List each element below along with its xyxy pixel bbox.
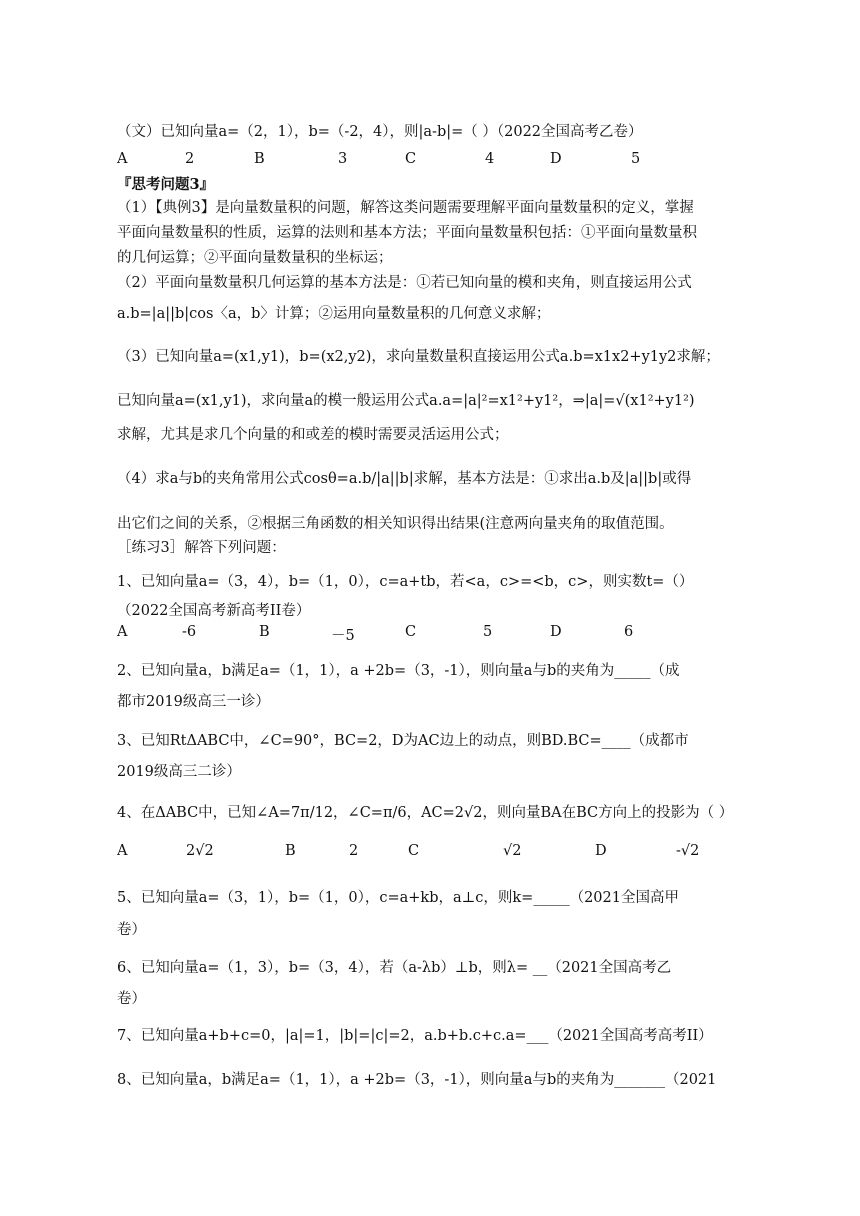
- paragraph-4b: 出它们之间的关系，②根据三角函数的相关知识得出结果(注意两向量夹角的取值范围。: [117, 516, 674, 532]
- paragraph-3: （3）已知向量a=(x1,y1)，b=(x2,y2)，求向量数量积直接运用公式a.b=x1x2+y1y2求解；: [117, 349, 720, 365]
- option-label: B: [259, 624, 270, 640]
- question-8: 8、已知向量a，b满足a=（1，1），a +2b=（3，-1），则向量a与b的夹角为_______（2021: [117, 1072, 717, 1088]
- option-label: D: [595, 843, 607, 859]
- paragraph-2b: a.b=|a||b|cos〈a，b〉计算；②运用向量数量积的几何意义求解；: [117, 306, 551, 322]
- question-2-source: 都市2019级高三一诊）: [117, 694, 270, 710]
- question-wen-options: [117, 151, 737, 171]
- question-3-source: 2019级高三二诊）: [117, 764, 241, 780]
- paragraph-3b: 已知向量a=(x1,y1)，求向量a的模一般运用公式a.a=|a|²=x1²+y1²，⇒|a|=√(x1²+y1²): [117, 393, 695, 409]
- option-value: -6: [182, 624, 197, 640]
- paragraph-1c: 的几何运算；②平面向量数量积的坐标运；: [117, 250, 393, 266]
- option-label: A: [117, 843, 128, 859]
- question-wen: （文）已知向量a=（2，1），b=（-2，4），则|a-b|=（ ）（2022全国高考乙卷）: [117, 124, 643, 140]
- option-label: C: [408, 843, 420, 859]
- option-label: C: [405, 624, 417, 640]
- paragraph-1: （1）【典例3】是向量数量积的问题，解答这类问题需要理解平面向量数量积的定义，掌握: [117, 200, 694, 216]
- option-value: 2√2: [186, 843, 214, 859]
- paragraph-2: （2）平面向量数量积几何运算的基本方法是：①若已知向量的模和夹角，则直接运用公式: [117, 275, 692, 291]
- option-label: D: [550, 624, 562, 640]
- question-3: 3、已知RtΔABC中，∠C=90°，BC=2，D为AC边上的动点，则BD.BC=____（成都市: [117, 733, 689, 749]
- paragraph-3c: 求解，尤其是求几个向量的和或差的模时需要灵活运用公式；: [117, 427, 509, 443]
- section-heading: 『思考问题3』: [117, 176, 215, 193]
- question-1-options: [117, 624, 737, 644]
- option-label: A: [117, 624, 128, 640]
- question-4: 4、在ΔABC中，已知∠A=7π/12，∠C=π/6，AC=2√2，则向量BA在BC方向上的投影为（ ）: [117, 805, 734, 821]
- option-value: －5: [331, 628, 355, 644]
- option-label: B: [254, 151, 265, 167]
- paragraph-1b: 平面向量数量积的性质，运算的法则和基本方法；平面向量数量积包括：①平面向量数量积: [117, 225, 697, 241]
- option-label: B: [285, 843, 296, 859]
- question-5: 5、已知向量a=（3，1），b=（1，0），c=a+kb，a⊥c，则k=_____（2021全国高甲: [117, 890, 679, 906]
- option-value: 4: [485, 151, 495, 167]
- question-5-source: 卷）: [117, 922, 146, 938]
- option-value: -√2: [676, 843, 700, 859]
- option-label: D: [550, 151, 562, 167]
- question-7: 7、已知向量a+b+c=0，|a|=1，|b|=|c|=2，a.b+b.c+c.a=___（2021全国高考高考II）: [117, 1028, 713, 1044]
- option-value: 3: [338, 151, 348, 167]
- question-6-source: 卷）: [117, 991, 146, 1007]
- question-1-source: （2022全国高考新高考II卷）: [117, 603, 311, 619]
- paragraph-4: （4）求a与b的夹角常用公式cosθ=a.b/|a||b|求解，基本方法是：①求出a.b及|a||b|或得: [117, 471, 692, 487]
- option-value: √2: [503, 843, 522, 859]
- option-value: 5: [631, 151, 641, 167]
- question-1: 1、已知向量a=（3，4），b=（1，0），c=a+tb，若<a，c>=<b，c>，则实数t=（）: [117, 574, 694, 590]
- question-2: 2、已知向量a，b满足a=（1，1），a +2b=（3，-1），则向量a与b的夹角为_____（成: [117, 663, 680, 679]
- option-value: 2: [185, 151, 195, 167]
- option-label: A: [117, 151, 128, 167]
- option-label: C: [405, 151, 417, 167]
- question-6: 6、已知向量a=（1，3），b=（3，4），若（a-λb）⊥b，则λ= __（2021全国高考乙: [117, 960, 672, 976]
- option-value: 2: [349, 843, 359, 859]
- option-value: 6: [624, 624, 634, 640]
- question-4-options: [117, 843, 737, 863]
- practice-heading: ［练习3］解答下列问题：: [117, 540, 286, 556]
- option-value: 5: [483, 624, 493, 640]
